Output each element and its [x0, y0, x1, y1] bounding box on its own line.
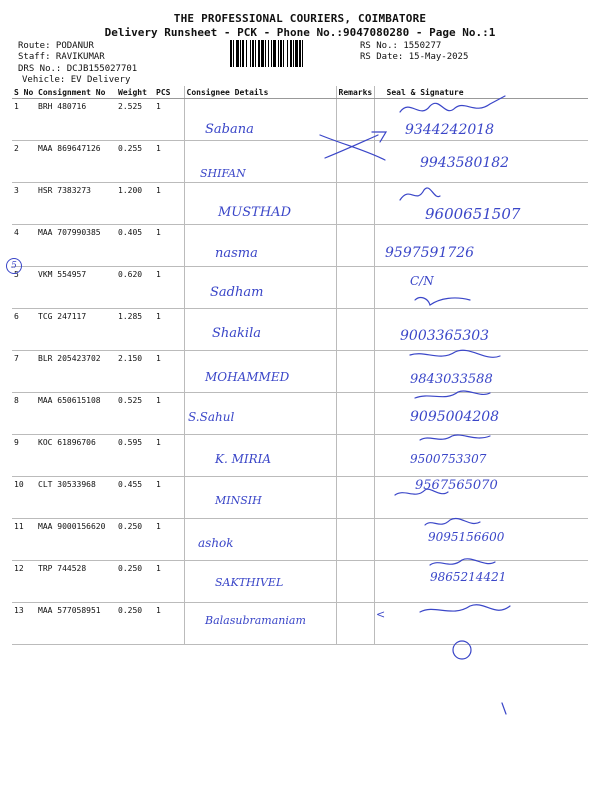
cn-note: C/N [410, 274, 434, 288]
row-weight: 0.250 [116, 603, 154, 645]
row-consignment-no: BLR 205423702 [36, 351, 116, 393]
row-pcs: 1 [154, 435, 184, 477]
ink-circle [453, 641, 471, 659]
consignee-name-handwritten: MUSTHAD [218, 205, 291, 220]
signature-scribble [395, 489, 448, 495]
signature-scribble [410, 350, 500, 357]
row-consignment-no: CLT 30533968 [36, 477, 116, 519]
row-consignment-no: MAA 650615108 [36, 393, 116, 435]
consignee-name-handwritten: Shakila [212, 326, 261, 341]
row-pcs: 1 [154, 393, 184, 435]
phone-number-handwritten: 9095004208 [410, 409, 500, 425]
signature-scribble [420, 435, 490, 440]
row-pcs: 1 [154, 519, 184, 561]
row-sno: 11 [12, 519, 36, 561]
col-header-consignment: Consignment No [36, 86, 116, 99]
row-pcs: 1 [154, 183, 184, 225]
row-pcs: 1 [154, 561, 184, 603]
route-label: Route: PODANUR [18, 41, 94, 51]
phone-number-handwritten: 9943580182 [420, 155, 510, 171]
row-consignment-no: TCG 247117 [36, 309, 116, 351]
signature-scribble [400, 188, 440, 200]
rs-date: RS Date: 15-May-2025 [360, 52, 469, 62]
rs-number: RS No.: 1550277 [360, 41, 442, 51]
consignee-name-handwritten: S.Sahul [188, 410, 235, 424]
signature-scribble [425, 518, 480, 525]
consignee-name-handwritten: MOHAMMED [205, 370, 290, 384]
row-consignment-no: MAA 869647126 [36, 141, 116, 183]
row-weight: 0.405 [116, 225, 154, 267]
staff-label: Staff: RAVIKUMAR [18, 52, 105, 62]
consignee-name-handwritten: SAKTHIVEL [215, 576, 284, 589]
row-pcs: 1 [154, 99, 184, 141]
phone-number-handwritten: 9500753307 [410, 452, 487, 466]
row-pcs: 1 [154, 225, 184, 267]
row-weight: 2.525 [116, 99, 154, 141]
row-sno: 5 [12, 267, 36, 309]
row-weight: 0.525 [116, 393, 154, 435]
row-sno: 6 [12, 309, 36, 351]
row-weight: 0.255 [116, 141, 154, 183]
row-5-margin-circle: 5 [6, 258, 22, 274]
consignee-name-handwritten: Balasubramaniam [205, 614, 306, 627]
vehicle-label: Vehicle: EV Delivery [22, 75, 131, 85]
row-pcs: 1 [154, 603, 184, 645]
col-header-weight: Weight [116, 86, 154, 99]
signature-scribble [415, 391, 490, 398]
row-sno: 4 [12, 225, 36, 267]
row-pcs: 1 [154, 477, 184, 519]
row-consignment-no: HSR 7383273 [36, 183, 116, 225]
row-consignment-no: TRP 744528 [36, 561, 116, 603]
row-consignment-no: MAA 9000156620 [36, 519, 116, 561]
phone-number-handwritten: 9597591726 [385, 245, 475, 261]
row-weight: 1.285 [116, 309, 154, 351]
row-sno: 10 [12, 477, 36, 519]
phone-number-handwritten: 9344242018 [405, 122, 495, 138]
row-sno: 8 [12, 393, 36, 435]
row-weight: 0.250 [116, 519, 154, 561]
row-pcs: 1 [154, 267, 184, 309]
row-pcs: 1 [154, 141, 184, 183]
consignee-name-handwritten: Sadham [210, 285, 264, 300]
row-consignment-no: KOC 61896706 [36, 435, 116, 477]
phone-number-handwritten: 9600651507 [425, 205, 521, 223]
consignee-name-handwritten: K. MIRIA [215, 452, 272, 466]
row-sno: 12 [12, 561, 36, 603]
col-header-consignee: Consignee Details [184, 86, 336, 99]
col-header-signature: Seal & Signature [374, 86, 588, 99]
row-consignment-no: BRH 480716 [36, 99, 116, 141]
row-sno: 7 [12, 351, 36, 393]
row-weight: 1.200 [116, 183, 154, 225]
consignee-name-handwritten: SHIFAN [200, 167, 246, 180]
phone-number-handwritten: 9843033588 [410, 372, 493, 387]
signature-scribble [430, 559, 495, 565]
row-sno: 3 [12, 183, 36, 225]
signature-scribble [415, 298, 470, 305]
row-consignment-no: MAA 577058951 [36, 603, 116, 645]
row-sno: 1 [12, 99, 36, 141]
col-header-pcs: PCS [154, 86, 184, 99]
ink-tick [502, 703, 506, 714]
company-title: THE PROFESSIONAL COURIERS, COIMBATORE [173, 12, 427, 25]
consignee-name-handwritten: nasma [215, 246, 258, 261]
row-weight: 0.250 [116, 561, 154, 603]
runsheet-subtitle: Delivery Runsheet - PCK - Phone No.:9047080280 - Page No.:1 [104, 26, 496, 39]
cross-out-mark [325, 135, 378, 158]
row-sno: 9 [12, 435, 36, 477]
col-header-sno: S No [12, 86, 36, 99]
consignee-name-handwritten: Sabana [205, 122, 254, 137]
phone-number-handwritten: 9003365303 [400, 328, 490, 344]
row-sno: 13 [12, 603, 36, 645]
consignee-name-handwritten: MINSIH [215, 494, 262, 507]
row-weight: 0.620 [116, 267, 154, 309]
col-header-remarks: Remarks [336, 86, 374, 99]
phone-number-handwritten: 9095156600 [428, 530, 505, 544]
remark-mark: < [376, 608, 386, 621]
row-weight: 0.595 [116, 435, 154, 477]
drs-number: DRS No.: DCJB155027701 [18, 64, 138, 74]
row-consignment-no: VKM 554957 [36, 267, 116, 309]
signature-scribble [420, 605, 510, 612]
signature-scribble [400, 96, 505, 112]
phone-number-handwritten: 9567565070 [415, 478, 498, 493]
row-consignment-no: MAA 707990385 [36, 225, 116, 267]
consignee-name-handwritten: ashok [198, 536, 234, 550]
phone-number-handwritten: 9865214421 [430, 570, 507, 584]
row-pcs: 1 [154, 309, 184, 351]
row-weight: 2.150 [116, 351, 154, 393]
row-sno: 2 [12, 141, 36, 183]
row-pcs: 1 [154, 351, 184, 393]
row-weight: 0.455 [116, 477, 154, 519]
